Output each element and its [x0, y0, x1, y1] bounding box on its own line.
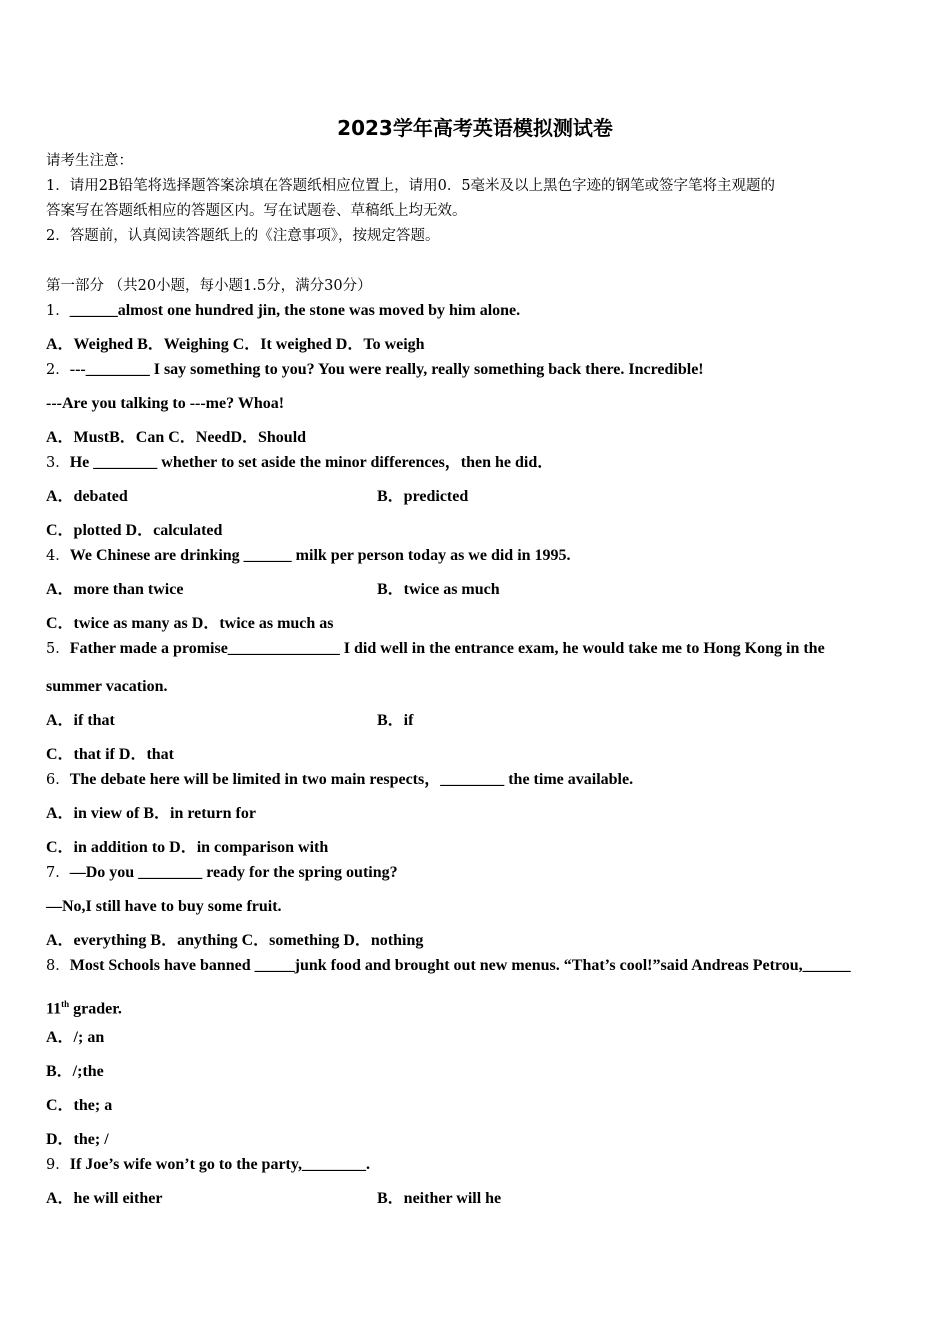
question-5-options-cd: C．that if D．that — [46, 746, 174, 763]
grade-suffix: th — [61, 999, 70, 1009]
grade-text: grader. — [69, 1000, 122, 1018]
option-a: A．he will either — [46, 1190, 163, 1207]
question-stem: Most Schools have banned _____junk food and brought out new menus. “That’s cool!”said Andreas Petrou,______ — [69, 957, 851, 974]
question-3 — [46, 453, 906, 473]
option-b: B．neither will he — [377, 1190, 502, 1207]
question-2-stem-reply: ---Are you talking to ---me? Whoa! — [46, 395, 285, 412]
question-number: 4． — [46, 548, 70, 564]
question-stem: He ________ whether to set aside the minor differences，then he did． — [69, 454, 554, 471]
question-number: 8． — [46, 958, 70, 974]
question-5-stem-continued: summer vacation. — [46, 678, 168, 695]
question-8 — [46, 956, 906, 976]
notice-line-1: 1．请用2B铅笔将选择题答案涂填在答题纸相应位置上，请用0．5毫米及以上黑色字迹的钢笔或签字笔将主观题的 — [46, 178, 776, 194]
question-stem: —Do you ________ ready for the spring outing? — [69, 864, 398, 881]
question-number: 7． — [46, 865, 70, 881]
question-1 — [46, 301, 906, 321]
grade-number: 11 — [46, 1000, 62, 1018]
question-number: 6． — [46, 772, 70, 788]
page-title: 2023学年高考英语模拟测试卷 — [337, 116, 613, 140]
question-8-option-d: D．the; / — [46, 1131, 109, 1148]
section-heading: 第一部分 （共20小题，每小题1.5分，满分30分） — [46, 278, 372, 294]
question-4-options-cd: C．twice as many as D．twice as much as — [46, 615, 334, 632]
question-stem: ---________ I say something to you? You were really, really something back there. Incredible! — [69, 361, 704, 378]
question-number: 3． — [46, 455, 70, 471]
question-number: 1． — [46, 303, 70, 319]
question-number: 5． — [46, 641, 70, 657]
question-6-options-cd: C．in addition to D．in comparison with — [46, 839, 329, 856]
notice-line-3: 2．答题前，认真阅读答题纸上的《注意事项》，按规定答题。 — [46, 228, 440, 244]
question-9 — [46, 1155, 906, 1175]
question-number: 9． — [46, 1157, 70, 1173]
question-stem: The debate here will be limited in two main respects，________ the time available. — [69, 771, 634, 788]
notice-line-2: 答案写在答题纸相应的答题区内。写在试题卷、草稿纸上均无效。 — [46, 203, 467, 219]
question-stem: We Chinese are drinking ______ milk per person today as we did in 1995. — [69, 547, 571, 564]
question-8-option-c: C．the; a — [46, 1097, 113, 1114]
question-stem: Father made a promise______________ I did well in the entrance exam, he would take me to Hong Kong in the — [69, 640, 825, 657]
question-2-options: A．MustB．Can C．NeedD．Should — [46, 429, 307, 446]
option-b: B．twice as much — [377, 581, 500, 598]
question-stem: If Joe’s wife won’t go to the party,________. — [69, 1156, 370, 1173]
question-number: 2． — [46, 362, 70, 378]
question-7-options: A．everything B．anything C．something D．nothing — [46, 932, 424, 949]
question-3-options-cd: C．plotted D．calculated — [46, 522, 223, 539]
option-a: A．debated — [46, 488, 128, 505]
question-8-option-b: B．/;the — [46, 1063, 104, 1080]
option-b: B．if — [377, 712, 414, 729]
question-7-stem-reply: —No,I still have to buy some fruit. — [46, 898, 282, 915]
question-2 — [46, 360, 906, 380]
question-4 — [46, 546, 906, 566]
question-6-options-ab: A．in view of B．in return for — [46, 805, 256, 822]
question-6 — [46, 770, 906, 790]
option-a: A．if that — [46, 712, 115, 729]
option-b: B．predicted — [377, 488, 469, 505]
notice-heading: 请考生注意： — [46, 153, 133, 169]
question-8-stem-continued — [46, 994, 906, 1019]
question-5 — [46, 639, 906, 659]
question-1-options: A．Weighed B．Weighing C．It weighed D．To weigh — [46, 336, 425, 353]
question-stem: ______almost one hundred jin, the stone was moved by him alone. — [69, 302, 521, 319]
question-8-option-a: A．/; an — [46, 1029, 105, 1046]
question-7 — [46, 863, 906, 883]
option-a: A．more than twice — [46, 581, 184, 598]
